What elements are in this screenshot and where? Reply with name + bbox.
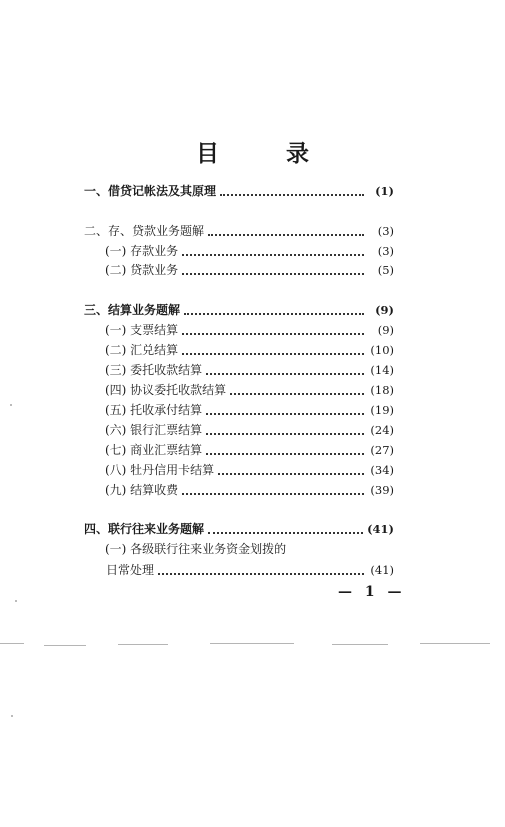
toc-leader-dots — [230, 383, 364, 395]
toc-leader-dots — [182, 483, 364, 495]
toc-entry-page: (39) — [370, 483, 394, 497]
toc-entry-page: (9) — [375, 303, 394, 317]
toc-entry-label: 四、联行往来业务题解 — [84, 522, 205, 536]
toc-leader-dots — [182, 343, 364, 355]
toc-leader-dots — [206, 443, 364, 455]
toc-entry-label: 二、存、贷款业务题解 — [84, 224, 205, 238]
toc-entry — [84, 261, 394, 279]
toc-entry-label: (二) 汇兑结算 — [105, 343, 179, 357]
toc-entry-label: 一、借贷记帐法及其原理 — [84, 184, 217, 198]
toc-entry — [84, 242, 394, 260]
toc-leader-dots — [220, 184, 364, 196]
toc-entry-page: (5) — [377, 263, 394, 277]
toc-entry-page: (3) — [377, 224, 394, 238]
toc-entry-page: (19) — [370, 403, 394, 417]
toc-entry-page: (3) — [377, 244, 394, 258]
scan-speck — [15, 600, 17, 602]
toc-entry-label: (四) 协议委托收款结算 — [105, 383, 227, 397]
toc-entry — [84, 341, 394, 359]
page-number: — 1 — — [338, 584, 406, 600]
toc-entry-page: (41) — [370, 563, 394, 577]
toc-leader-dots — [158, 563, 364, 575]
toc-entry-page: (24) — [370, 423, 394, 437]
toc-entry-page: (41) — [367, 522, 394, 536]
scan-artifact — [118, 644, 168, 645]
scan-artifact — [0, 643, 24, 644]
toc-entry-page: (18) — [370, 383, 394, 397]
toc-entry — [84, 321, 394, 339]
toc-entry — [84, 421, 394, 439]
toc-leader-dots — [208, 224, 364, 236]
scan-artifact — [420, 643, 490, 644]
toc-entry-page: (27) — [370, 443, 394, 457]
scan-artifact — [332, 644, 388, 645]
toc-entry-label: (五) 托收承付结算 — [105, 403, 203, 417]
toc-entry — [84, 401, 394, 419]
toc-entry-page: (10) — [370, 343, 394, 357]
toc-entry — [84, 540, 394, 558]
toc-entry-page: (34) — [370, 463, 394, 477]
scan-artifact — [44, 645, 86, 646]
toc-leader-dots — [206, 423, 364, 435]
page-title: 目 录 — [196, 140, 331, 167]
toc-entry — [84, 361, 394, 379]
toc-entry — [84, 182, 394, 200]
toc-entry — [84, 461, 394, 479]
toc-leader-dots — [206, 403, 364, 415]
toc-leader-dots — [208, 522, 363, 534]
toc-entry — [84, 481, 394, 499]
toc-entry-label: (一) 支票结算 — [105, 323, 179, 337]
toc-leader-dots — [182, 263, 364, 275]
toc-entry-page: (14) — [370, 363, 394, 377]
toc-entry-label: (三) 委托收款结算 — [105, 363, 203, 377]
toc-entry — [84, 441, 394, 459]
toc-entry-label: (九) 结算收费 — [105, 483, 179, 497]
scan-speck — [10, 404, 12, 406]
toc-entry-label: (一) 存款业务 — [105, 244, 179, 258]
toc-entry-label: (二) 贷款业务 — [105, 263, 179, 277]
toc-entry — [84, 301, 394, 319]
toc-entry-continuation — [84, 561, 394, 579]
toc-entry-page: (9) — [377, 323, 394, 337]
toc-entry-label: (六) 银行汇票结算 — [105, 423, 203, 437]
toc-leader-dots — [182, 244, 364, 256]
toc-entry — [84, 520, 394, 538]
toc-entry-label: (八) 牡丹信用卡结算 — [105, 463, 215, 477]
toc-entry-label: 三、结算业务题解 — [84, 303, 181, 317]
toc-leader-dots — [184, 303, 364, 315]
toc-entry-page: (1) — [375, 184, 394, 198]
toc-entry — [84, 222, 394, 240]
toc-entry-label: (一) 各级联行往来业务资金划拨的 — [105, 542, 287, 556]
scan-artifact — [210, 643, 294, 644]
toc-entry — [84, 381, 394, 399]
toc-leader-dots — [206, 363, 364, 375]
toc-entry-label: 日常处理 — [106, 563, 155, 577]
toc-entry-label: (七) 商业汇票结算 — [105, 443, 203, 457]
toc-leader-dots — [218, 463, 364, 475]
scan-speck — [11, 715, 13, 717]
toc-leader-dots — [182, 323, 364, 335]
